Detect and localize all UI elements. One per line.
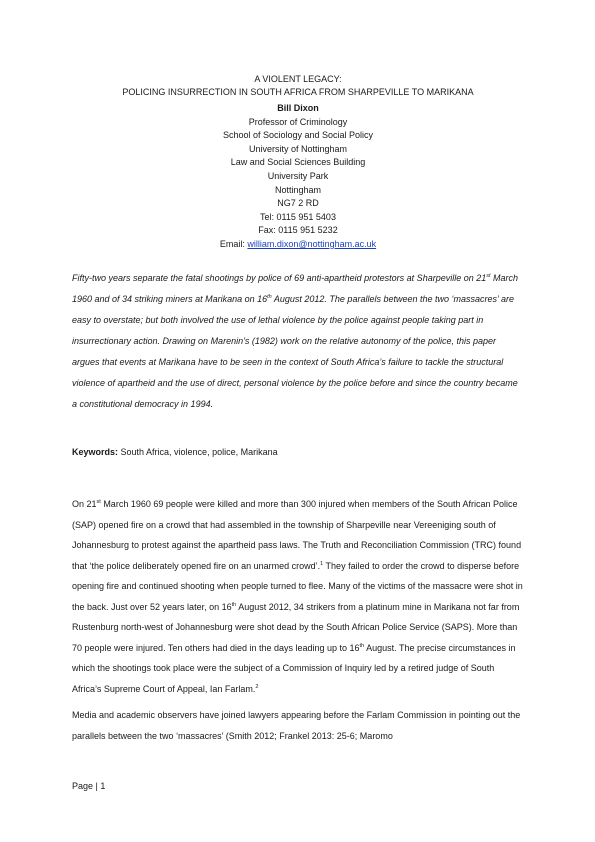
abstract-text: Fifty-two years separate the fatal shootings by police of 69 anti-apartheid protestors at Sharpeville on 21	[72, 273, 487, 283]
author-block	[72, 102, 524, 252]
author-line: Fax: 0115 951 5232	[258, 225, 338, 236]
title-line-2: POLICING INSURRECTION IN SOUTH AFRICA FROM SHARPEVILLE TO MARIKANA	[122, 87, 474, 97]
body-text-run: August. The precise circumstances in which the shootings took place were the subject of a Commission of Inquiry led by a retired judge of South Africa’s Supreme Court of Appeal, Ian Farlam.	[72, 642, 516, 694]
document-page	[72, 0, 524, 842]
author-line: Nottingham	[274, 184, 322, 195]
abstract-text: March 1960 and of 34 striking miners at Marikana on 16	[72, 273, 519, 304]
title-line-1: A VIOLENT LEGACY:	[254, 74, 342, 84]
author-line: Law and Social Sciences Building	[230, 157, 366, 168]
ordinal-suffix: st	[96, 499, 101, 505]
author-line: Tel: 0115 951 5403	[260, 211, 336, 222]
paragraph-2: Media and academic observers have joined lawyers appearing before the Farlam Commission in pointing out the parallels between the two ‘massacres’ (Smith 2012; Frankel 2013: 25-6; Maromo	[72, 710, 521, 741]
email-link[interactable]: william.dixon@nottingham.ac.uk	[247, 238, 377, 249]
footnote-ref[interactable]: 2	[255, 683, 259, 690]
author-line: School of Sociology and Social Policy	[222, 130, 374, 141]
author-line: Professor of Criminology	[248, 116, 348, 127]
author-line: NG7 2 RD	[277, 198, 319, 209]
paragraph-1	[72, 494, 524, 699]
body-text	[72, 494, 524, 752]
author-line: University of Nottingham	[248, 143, 348, 154]
paper-title	[72, 73, 524, 99]
author-email-line	[72, 238, 524, 252]
ordinal-suffix: th	[359, 642, 365, 649]
keywords-label: Keywords:	[72, 447, 119, 457]
ordinal-suffix: st	[486, 273, 491, 279]
email-label: Email:	[219, 238, 248, 249]
abstract-text: August 2012. The parallels between the two ‘massacres’ are easy to overstate; but both involved the use of lethal violence by the police against people taking part in insurrectionary action. Drawing on Marenin’s (1982) work on the relative autonomy of the police, this paper argues that events at Marikana have to be seen in the context of South Africa’s failure to tackle the structural violence of apartheid and the use of direct, personal violence by the police before and since the country became a constitutional democracy in 1994.	[72, 294, 518, 409]
ordinal-suffix: th	[267, 294, 272, 300]
keywords	[72, 442, 524, 463]
body-text-run: August 2012, 34 strikers from a platinum mine in Marikana not far from Rustenburg north-west of Johannesburg were shot dead by the South African Police Service (SAPS). More than 70 people were injured. Ten others had died in the days leading up to 16	[72, 601, 520, 653]
body-text-run: On 21	[72, 499, 97, 509]
author-line: University Park	[267, 170, 329, 181]
page-footer: Page | 1	[72, 781, 106, 791]
footnote-ref[interactable]: 1	[320, 560, 324, 567]
ordinal-suffix: th	[231, 601, 237, 608]
body-text-run: They failed to order the crowd to disperse before opening fire and continued shooting when people turned to flee. Many of the victims of the massacre were shot in the back. Just over 52 years later, on 16	[72, 560, 523, 612]
keywords-list: South Africa, violence, police, Marikana	[118, 447, 278, 457]
author-name: Bill Dixon	[277, 103, 319, 113]
body-text-run: March 1960 69 people were killed and more than 300 injured when members of the South African Police (SAP) opened fire on a crowd that had assembled in the township of Sharpeville near Vereeniging south of Johannesburg to protest against the apartheid pass laws. The Truth and Reconciliation Commission (TRC) found that ‘the police deliberately opened fire on an unarmed crowd’.	[72, 499, 522, 571]
abstract	[72, 268, 524, 415]
